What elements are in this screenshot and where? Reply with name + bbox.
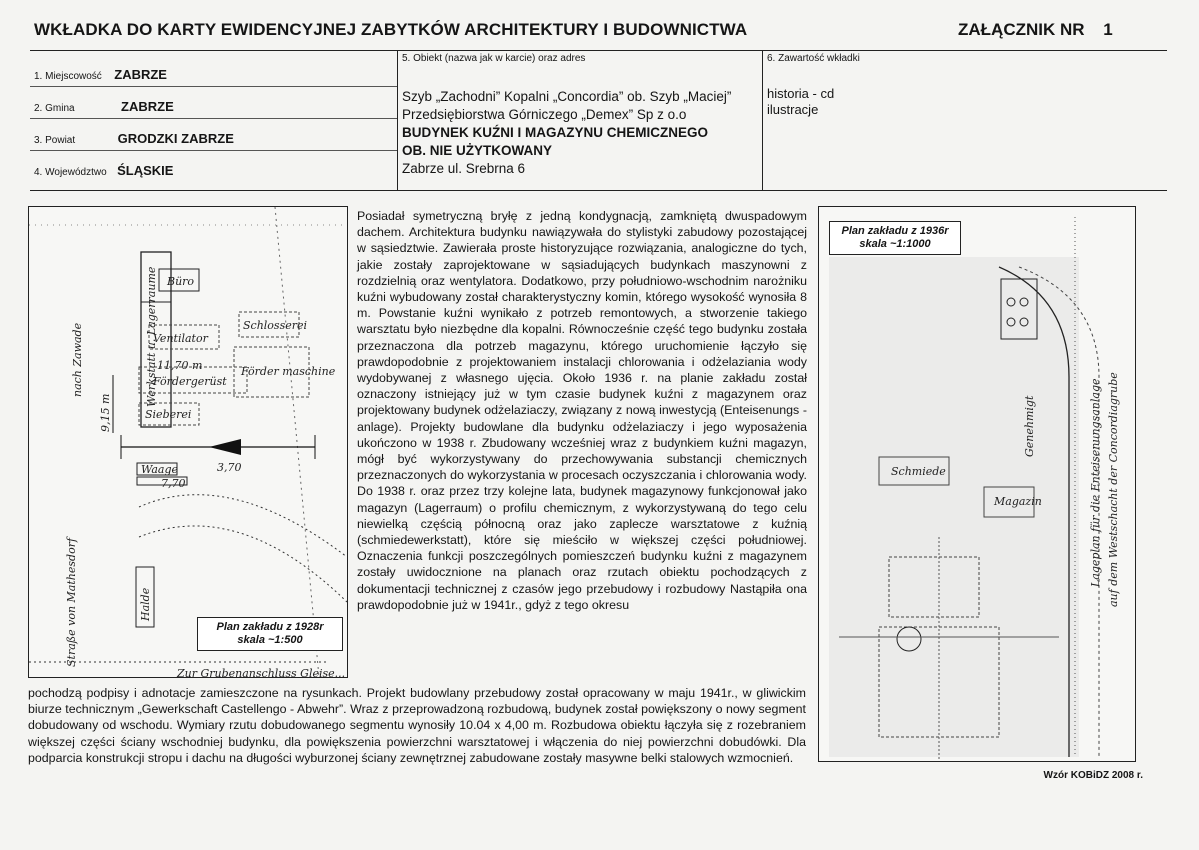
note-schlosserei: Schlosserei — [243, 319, 308, 332]
note-strasse: Straße von Mathesdorf — [65, 537, 78, 667]
note-forder: Fördergerüst — [153, 375, 227, 388]
caption-line-1: Plan zakładu z 1928r — [216, 621, 324, 633]
annex-number: 1 — [1103, 20, 1113, 39]
object-line-3: BUDYNEK KUŹNI I MAGAZYNU CHEMICZNEGO — [402, 125, 708, 140]
note-dim2: 3,70 — [217, 461, 242, 474]
note-vertical-2: auf dem Westschacht der Concordiagrube — [1107, 372, 1120, 607]
note-buro: Büro — [167, 275, 195, 288]
history-text-column: Posiadał symetryczną bryłę z jedną kondygnacją, zamkniętą dwuspadowym dachem. Architektura budynku nawiązywała do stylistyki zabudowy pozostającej w sąsiedztwie. Zawierała proste historyzujące rozwiązania, analogiczne do tych, jakie zostały zaprojektowane w sąsiadujących budynkach maszynowni z rozdzielnią oraz wentylatora. Dodatkowo, przy południowo-wschodnim narożniku kuźni wybudowany został charakterystyczny komin, którego wysokość wynosiła 8 m. Powstanie kuźni wynikało z potrzeb remontowych, a stworzenie takiego warsztatu było niezbędne dla kopalni. Równocześnie część tego budynku została przeznaczona dla potrzeb magazynu, którego uruchomienie łączyło się prawdopodobnie z projektowaniem instalacji chlorowania i odżelaziania wody wydobywanej z własnego ujęcia. Około 1936 r. na planie zakładu został oznaczony istniejący już w tym czasie budynek kuźni z magazynem oraz projektowany budynek odżelaziaczy, związany z nową inwestycją (Enteisenungs - anlage). Projekty budowlane dla budynku odżelaziaczy i jego wyposażenia ukończono w 1938 r. Zbudowany wcześniej wraz z budynkiem kuźni magazyn, mógł być wykorzystywany do przechowywania substancji chemicznych przeznaczonych do wykorzystania w procesach oczyszczania i chlorowania wody. Do 1938 r. oraz przez trzy kolejne lata, budynek magazynowy funkcjonował jako magazyn (Lagerraum) o profilu chemicznym, z wykorzystywaną do tego celu niewielką częścią północną oraz jako zaplecze warsztatowe z kuźnią (schmiedewerkstatt), które się mieściło w większej części południowej. Oznaczenia funkcji poszczególnych pomieszczeń budynku kuźni z magazynem zostały uwidocznione na planach oraz rzutach obiektu pochodzących z dokumentacji technicznej z czasów jego przebudowy i rozbudowy Nastąpiła ona prawdopodobnie już w 1941r., gdyż z tego okresu — [357, 209, 807, 612]
field-value: GRODZKI ZABRZE — [117, 131, 234, 146]
field-value: ZABRZE — [121, 99, 174, 114]
note-dim3: 7,70 — [161, 477, 186, 490]
caption-line-2: skala ~1:500 — [237, 634, 303, 646]
site-plan-1936-caption — [829, 221, 961, 255]
contents-line-1: historia - cd — [767, 86, 835, 101]
site-plan-1928-drawing — [29, 207, 347, 677]
note-vertical-1: Lageplan für die Enteisenungsanlage — [1089, 378, 1102, 587]
note-nach: nach Zawade — [71, 322, 84, 397]
note-dim-left: 9,15 m — [99, 393, 112, 432]
field-rule — [30, 86, 397, 87]
note-magazin: Magazin — [994, 495, 1042, 508]
field-row-gmina — [34, 98, 394, 116]
object-line-1: Szyb „Zachodni” Kopalni „Concordia” ob. Szyb „Maciej” — [402, 89, 732, 104]
object-description — [402, 88, 731, 178]
site-plan-1928-caption — [197, 617, 343, 651]
field-rule — [30, 118, 397, 119]
note-siebe: Sieberei — [145, 408, 192, 421]
field-row-wojewodztwo — [34, 162, 394, 180]
annex-text: ZAŁĄCZNIK NR — [958, 20, 1085, 39]
site-plan-1936 — [818, 206, 1136, 762]
object-label: 5. Obiekt (nazwa jak w karcie) oraz adres — [402, 53, 586, 64]
note-maschine: Förder maschine — [241, 365, 336, 378]
object-line-2: Przedsiębiorstwa Górniczego „Demex” Sp z o.o — [402, 107, 687, 122]
object-line-4: OB. NIE UŻYTKOWANY — [402, 143, 553, 158]
form-bottom-rule — [30, 190, 1167, 191]
note-waage: Waage — [141, 463, 179, 476]
history-text-continued: pochodzą podpisy i adnotacje zamieszczone na rysunkach. Projekt budowlany przebudowy został opracowany w maju 1941r., w gliwickim biurze technicznym „Gewerkschaft Castellengo - Abwehr”. Wraz z przeprowadzoną rozbudową, budynek został powiększony o nowy segment dobudowany od wschodu. Wymiary rzutu dobudowanego segmentu wynosiły 10.04 x 4,00 m. Rozbudowa obiektu łączyła się z rozebraniem większej części ściany wschodniej budynku, dla powiększenia powierzchni warsztatowej i włączenia do niej powierzchni dobudówki. Dla podparcia konstrukcji stropu i dachu na długości wyburzonej ściany zewnętrznej zabudowane zostały masywne belki stalowych wzmocnień. — [28, 686, 806, 765]
document-title: WKŁADKA DO KARTY EWIDENCYJNEJ ZABYTKÓW ARCHITEKTURY I BUDOWNICTWA — [34, 20, 748, 39]
column-divider-2 — [762, 50, 763, 190]
site-plan-1928 — [28, 206, 348, 678]
field-rule — [30, 150, 397, 151]
site-plan-1936-drawing — [819, 207, 1135, 761]
field-label: 2. Gmina — [34, 103, 75, 114]
contents-line-2: ilustracje — [767, 102, 819, 117]
contents-label: 6. Zawartość wkładki — [767, 53, 860, 64]
note-schmiede: Schmiede — [891, 465, 946, 478]
field-value: ŚLĄSKIE — [117, 163, 174, 178]
caption-line-1: Plan zakładu z 1936r — [841, 225, 949, 237]
field-label: 4. Województwo — [34, 167, 107, 178]
field-row-powiat — [34, 130, 394, 148]
note-bottom: Zur Grubenanschluss Gleise... — [177, 667, 346, 677]
note-halde: Halde — [139, 587, 152, 621]
caption-line-2: skala ~1:1000 — [859, 238, 931, 250]
field-row-miejscowosc — [34, 66, 394, 84]
header-rule — [30, 50, 1167, 51]
form-template-footer: Wzór KOBiDZ 2008 r. — [1043, 770, 1143, 781]
note-ventilator: Ventilator — [153, 332, 208, 345]
object-line-5: Zabrze ul. Srebrna 6 — [402, 161, 526, 176]
contents-list — [767, 86, 834, 118]
column-divider-1 — [397, 50, 398, 190]
note-dim1: 11,70 m — [157, 359, 203, 372]
annex-label — [958, 20, 1113, 40]
field-value: ZABRZE — [114, 67, 167, 82]
field-label: 1. Miejscowość — [34, 71, 102, 82]
note-werkstatt: Werkstatt u. Lagerraume — [145, 266, 158, 407]
note-stamp: Genehmigt — [1023, 395, 1036, 457]
field-label: 3. Powiat — [34, 135, 76, 146]
